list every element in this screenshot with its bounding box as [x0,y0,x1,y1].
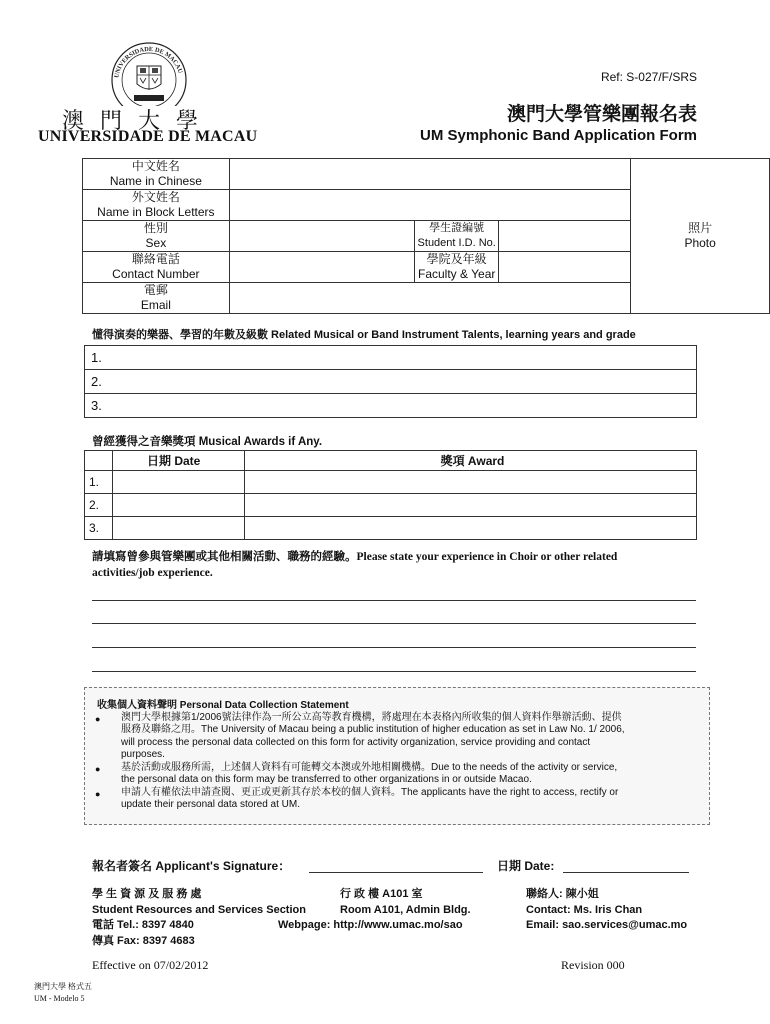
award-row-1-number: 1. [85,471,113,494]
award-row-3-award[interactable] [245,517,697,540]
talent-row-1[interactable]: 1. [85,346,697,370]
reference-number: Ref: S-027/F/SRS [600,70,697,84]
experience-line-3[interactable] [92,647,696,648]
talents-heading: 懂得演奏的樂器、學習的年數及級數 Related Musical or Band Instrument Talents, learning years and grade [92,329,636,341]
form-code-portuguese: UM - Modelo 5 [34,994,85,1003]
awards-heading: 曾經獲得之音樂獎項 Musical Awards if Any. [92,436,323,448]
award-row-2-date[interactable] [113,494,245,517]
awards-table [84,450,697,540]
form-title-chinese: 澳門大學管樂團報名表 [506,104,697,125]
talent-row-3[interactable]: 3. [85,394,697,418]
form-title-english: UM Symphonic Band Application Form [420,127,697,144]
effective-date: Effective on 07/02/2012 [92,958,209,972]
signature-label: 報名者簽名 Applicant's Signature： [92,859,291,873]
award-row-3-date[interactable] [113,517,245,540]
student-id-label: 學生證編號 Student I.D. No. [415,221,498,252]
footer-room: 行 政 樓 A101 室 Room A101, Admin Bldg. [340,888,471,916]
university-crest-logo [104,40,194,106]
sex-field[interactable] [229,221,415,252]
student-id-field[interactable] [498,221,630,252]
email-field[interactable] [229,283,631,314]
sex-label: 性別 Sex [83,221,230,252]
photo-box[interactable]: 照片 Photo [631,159,770,314]
awards-award-header: 獎項 Award [245,451,697,471]
award-row-1-date[interactable] [113,471,245,494]
experience-heading: 請填寫曾參與管樂團或其他相關活動、職務的經驗。Please state your experience in Choir or other related activities/job experience. [92,551,618,579]
footer-contact: 聯絡人: 陳小姐 Contact: Ms. Iris Chan Email: sao.services@umac.mo [526,888,688,931]
experience-line-1[interactable] [92,600,696,601]
university-name-portuguese: UNIVERSIDADE DE MACAU [38,128,258,145]
award-row-3-number: 3. [85,517,113,540]
experience-line-4[interactable] [92,671,696,672]
bullet-icon: ● [95,789,101,799]
privacy-statement-box [84,687,710,825]
name-block-label: 外文姓名 Name in Block Letters [83,190,230,221]
award-row-1-award[interactable] [245,471,697,494]
name-block-field[interactable] [229,190,631,221]
faculty-field[interactable] [498,252,630,283]
privacy-item-2: 基於活動或服務所需，上述個人資料有可能轉交本澳或外地相關機構。Due to the needs of the activity or service, the personal data on this form may be transferred to other organizations in or outside Macao. [121,762,618,786]
faculty-label: 學院及年級 Faculty & Year [415,252,498,283]
email-label: 電郵 Email [83,283,230,314]
contact-field[interactable] [229,252,415,283]
awards-date-header: 日期 Date [113,451,245,471]
name-chinese-field[interactable] [229,159,631,190]
form-code-chinese: 澳門大學 格式五 [34,982,92,991]
awards-number-header [85,451,113,471]
date-label: 日期 Date: [497,859,555,873]
contact-label: 聯絡電話 Contact Number [83,252,230,283]
signature-line[interactable] [309,872,483,873]
privacy-title: 收集個人資料聲明 Personal Data Collection Statement [97,700,349,711]
bullet-icon: ● [95,714,101,724]
privacy-item-3: 申請人有權依法申請查閱、更正或更新其存於本校的個人資料。The applicants have the right to access, rectify or update their personal data stored at UM. [121,787,619,811]
bullet-icon: ● [95,764,101,774]
svg-text:UNIVERSIDADE DE MACAU: UNIVERSIDADE DE MACAU [113,45,184,79]
talents-table [84,345,697,418]
revision: Revision 000 [561,958,625,972]
footer-webpage: Webpage: http://www.umac.mo/sao [278,919,463,931]
talent-row-2[interactable]: 2. [85,370,697,394]
date-line[interactable] [563,872,689,873]
privacy-item-1: 澳門大學根據第1/2006號法律作為一所公立高等教育機構，將處理在本表格內所收集的個人資料作舉辦活動、提供 服務及聯絡之用。The University of Macau being a public institution of higher education as set in Law No. 1/ 2006, will process the personal data collected on this form for activity organization, service providing and contact purposes. [121,712,625,761]
experience-line-2[interactable] [92,623,696,624]
name-chinese-label: 中文姓名 Name in Chinese [83,159,230,190]
university-name-chinese: 澳門大學 [62,109,215,134]
award-row-2-number: 2. [85,494,113,517]
footer-office: 學 生 資 源 及 服 務 處 Student Resources and Services Section 電話 Tel.: 8397 4840 傳真 Fax: 8397 4683 [92,888,306,947]
personal-info-table [82,158,770,314]
award-row-2-award[interactable] [245,494,697,517]
